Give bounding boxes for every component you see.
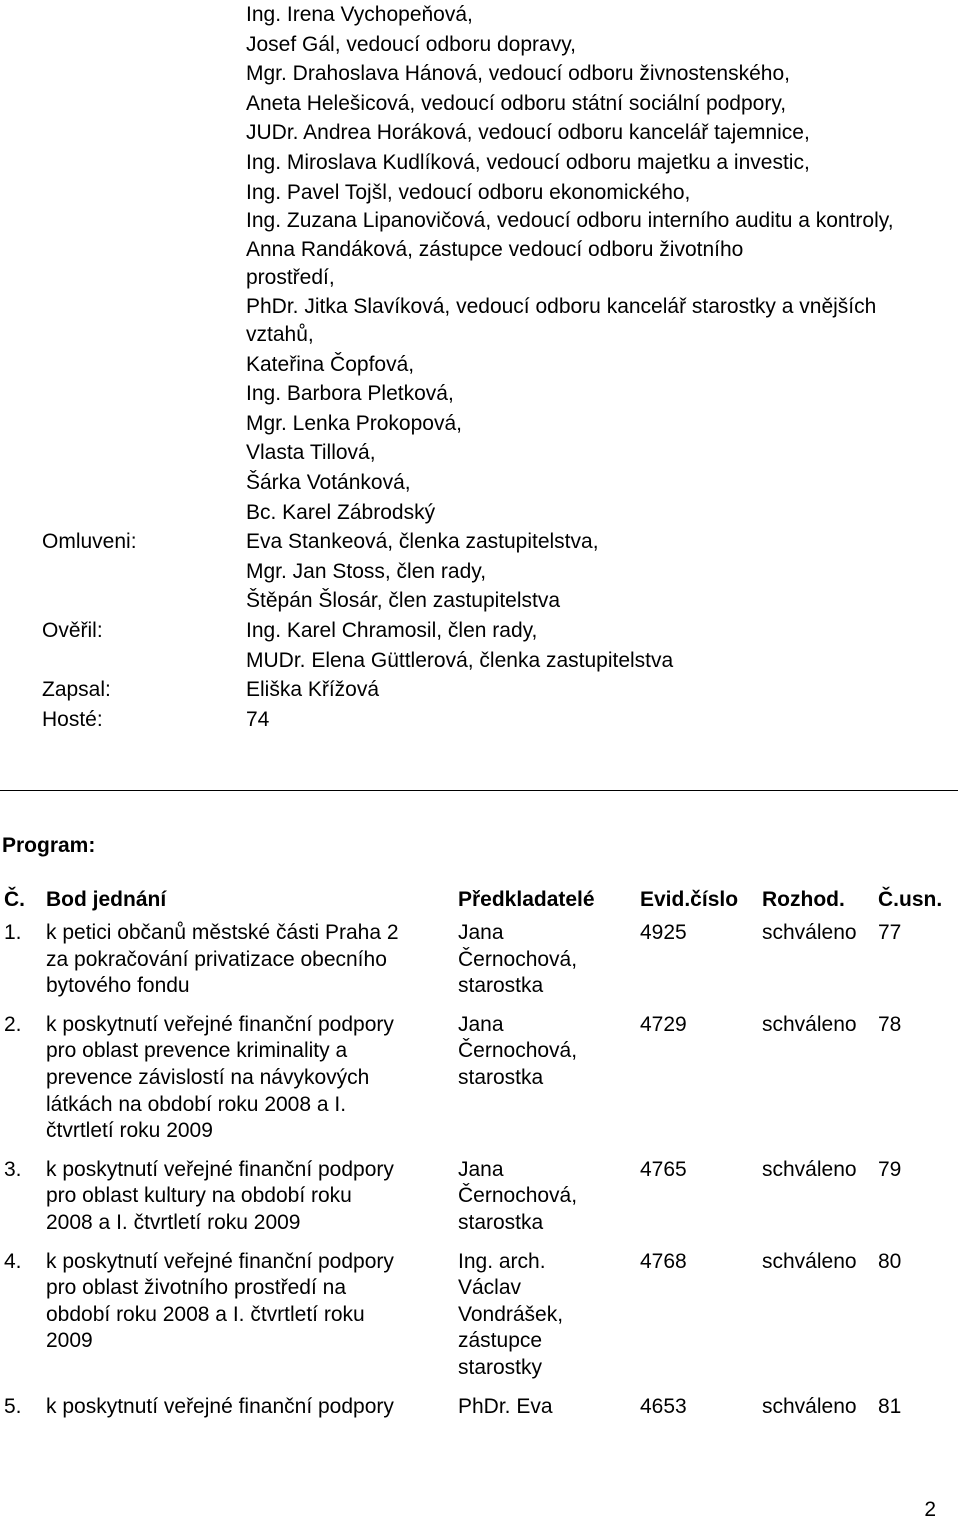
present-name: JUDr. Andrea Horáková, vedoucí odboru kancelář tajemnice, — [246, 121, 810, 145]
section-divider — [0, 790, 958, 791]
item-evidence-number: 4765 — [640, 1157, 687, 1181]
present-name: Josef Gál, vedoucí odboru dopravy, — [246, 32, 576, 56]
item-submitter-line: Jana — [458, 921, 504, 944]
present-name: Ing. Miroslava Kudlíková, vedoucí odboru majetku a investic, — [246, 150, 810, 174]
item-resolution-number: 78 — [878, 1012, 902, 1036]
present-name: PhDr. Jitka Slavíková, vedoucí odboru kancelář starostky a vnějších vztahů, — [246, 294, 877, 347]
item-subject-line: k poskytnutí veřejné finanční podpory — [46, 1394, 394, 1418]
item-submitter — [458, 1157, 640, 1237]
item-resolution-number: 80 — [878, 1249, 902, 1273]
present-name: Kateřina Čopfová, — [246, 352, 415, 376]
item-subject-line: za pokračování privatizace obecního — [46, 947, 387, 971]
item-decision: schváleno — [762, 1249, 857, 1273]
present-name: Aneta Helešicová, vedoucí odboru státní sociální podpory, — [246, 91, 787, 115]
item-subject-line: 2008 a I. čtvrtletí roku 2009 — [46, 1210, 301, 1234]
verified-name: Ing. Karel Chramosil, člen rady, — [246, 619, 538, 642]
verified-names — [246, 616, 942, 675]
table-row — [4, 1012, 960, 1145]
item-subject-line: k poskytnutí veřejné finanční podpory — [46, 1157, 394, 1181]
header-pred: Předkladatelé — [458, 887, 595, 911]
present-names — [246, 0, 942, 527]
present-name: Bc. Karel Zábrodský — [246, 500, 436, 524]
item-submitter-line: Vondrášek, — [458, 1302, 564, 1326]
item-submitter-line: Černochová, — [458, 1039, 578, 1063]
item-submitter — [458, 1249, 640, 1382]
header-usn: Č.usn. — [878, 887, 943, 911]
item-subject-line: látkách na období roku 2008 a I. — [46, 1092, 347, 1116]
present-name: Vlasta Tillová, — [246, 441, 376, 465]
excused-row — [42, 527, 942, 616]
item-resolution-number: 81 — [878, 1394, 902, 1418]
item-subject — [46, 1249, 458, 1355]
present-name: Ing. Pavel Tojšl, vedoucí odboru ekonomického, — [246, 180, 691, 204]
excused-name: Eva Stankeová, členka zastupitelstva, — [246, 530, 599, 554]
present-name: Šárka Votánková, — [246, 471, 411, 495]
excused-names — [246, 527, 942, 616]
item-subject — [46, 1012, 458, 1145]
item-subject-line: k poskytnutí veřejné finanční podpory — [46, 1249, 394, 1273]
verified-row — [42, 616, 942, 675]
item-submitter-line: Jana — [458, 1157, 504, 1181]
item-submitter-line: Jana — [458, 1012, 504, 1036]
header-bod: Bod jednání — [46, 887, 167, 911]
item-submitter-line: Černochová, — [458, 947, 578, 971]
item-resolution-number: 79 — [878, 1157, 902, 1181]
agenda-body — [4, 920, 960, 1420]
item-decision: schváleno — [762, 921, 857, 944]
item-submitter-line: PhDr. Eva — [458, 1394, 553, 1418]
item-subject-line: čtvrtletí roku 2009 — [46, 1119, 213, 1143]
verified-name: MUDr. Elena Güttlerová, členka zastupitelstva — [246, 648, 674, 672]
item-subject — [46, 1157, 458, 1237]
item-subject-line: prevence závislostí na návykových — [46, 1065, 370, 1089]
item-submitter-line: starostka — [458, 974, 544, 998]
present-name: Ing. Barbora Pletková, — [246, 382, 454, 406]
recorded-label: Zapsal: — [42, 678, 111, 702]
header-roz: Rozhod. — [762, 887, 845, 911]
excused-label: Omluveni: — [42, 530, 137, 554]
recorded-name: Eliška Křížová — [246, 678, 380, 702]
item-number: 2. — [4, 1012, 22, 1036]
present-name: Mgr. Drahoslava Hánová, vedoucí odboru živnostenského, — [246, 62, 790, 86]
item-subject-line: k poskytnutí veřejné finanční podpory — [46, 1012, 394, 1036]
item-submitter-line: starostky — [458, 1355, 543, 1379]
item-number: 3. — [4, 1157, 22, 1181]
item-decision: schváleno — [762, 1157, 857, 1181]
item-decision: schváleno — [762, 1012, 857, 1036]
item-number: 4. — [4, 1249, 22, 1273]
excused-name: Mgr. Jan Stoss, člen rady, — [246, 559, 487, 583]
recorded-row — [42, 675, 942, 705]
item-evidence-number: 4729 — [640, 1012, 687, 1036]
guests-label: Hosté: — [42, 707, 103, 731]
item-subject-line: pro oblast prevence kriminality a — [46, 1039, 348, 1063]
header-evid: Evid.číslo — [640, 887, 739, 911]
item-decision: schváleno — [762, 1394, 857, 1418]
item-subject-line: pro oblast životního prostředí na — [46, 1276, 347, 1300]
item-subject-line: bytového fondu — [46, 974, 190, 998]
item-evidence-number: 4925 — [640, 921, 687, 944]
item-subject-line: k petici občanů městské části Praha 2 — [46, 921, 399, 944]
item-evidence-number: 4653 — [640, 1394, 687, 1418]
item-submitter-line: starostka — [458, 1065, 544, 1089]
item-subject-line: 2009 — [46, 1329, 93, 1353]
excused-name: Štěpán Šlosár, člen zastupitelstva — [246, 589, 561, 613]
agenda-header-row — [4, 880, 960, 920]
agenda-table — [4, 880, 960, 1432]
item-subject-line: období roku 2008 a I. čtvrtletí roku — [46, 1302, 365, 1326]
guests-count: 74 — [246, 707, 270, 731]
item-resolution-number: 77 — [878, 921, 902, 944]
present-name: Anna Randáková, zástupce vedoucí odboru životního prostředí, — [246, 237, 744, 290]
item-submitter — [458, 1012, 640, 1092]
present-row — [42, 0, 942, 527]
header-num: Č. — [4, 887, 25, 911]
item-evidence-number: 4768 — [640, 1249, 687, 1273]
item-submitter-line: Ing. arch. — [458, 1249, 546, 1273]
item-subject-line: pro oblast kultury na období roku — [46, 1184, 352, 1208]
program-heading: Program: — [2, 834, 96, 857]
verified-label: Ověřil: — [42, 619, 103, 642]
table-row — [4, 1394, 960, 1421]
present-name: Ing. Irena Vychopeňová, — [246, 3, 473, 26]
table-row — [4, 920, 960, 1000]
item-number: 5. — [4, 1394, 22, 1418]
guests-row — [42, 705, 942, 735]
table-row — [4, 1249, 960, 1382]
attendance-section — [42, 0, 942, 734]
present-name: Mgr. Lenka Prokopová, — [246, 411, 462, 435]
item-submitter-line: Václav — [458, 1276, 522, 1300]
item-subject — [46, 1394, 458, 1421]
item-subject — [46, 920, 458, 1000]
item-submitter — [458, 1394, 640, 1421]
table-row — [4, 1157, 960, 1237]
item-submitter-line: Černochová, — [458, 1184, 578, 1208]
present-name: Ing. Zuzana Lipanovičová, vedoucí odboru interního auditu a kontroly, — [246, 209, 894, 233]
item-submitter-line: zástupce — [458, 1329, 543, 1353]
item-submitter — [458, 920, 640, 1000]
page-number: 2 — [924, 1498, 936, 1521]
item-number: 1. — [4, 921, 22, 944]
item-submitter-line: starostka — [458, 1210, 544, 1234]
